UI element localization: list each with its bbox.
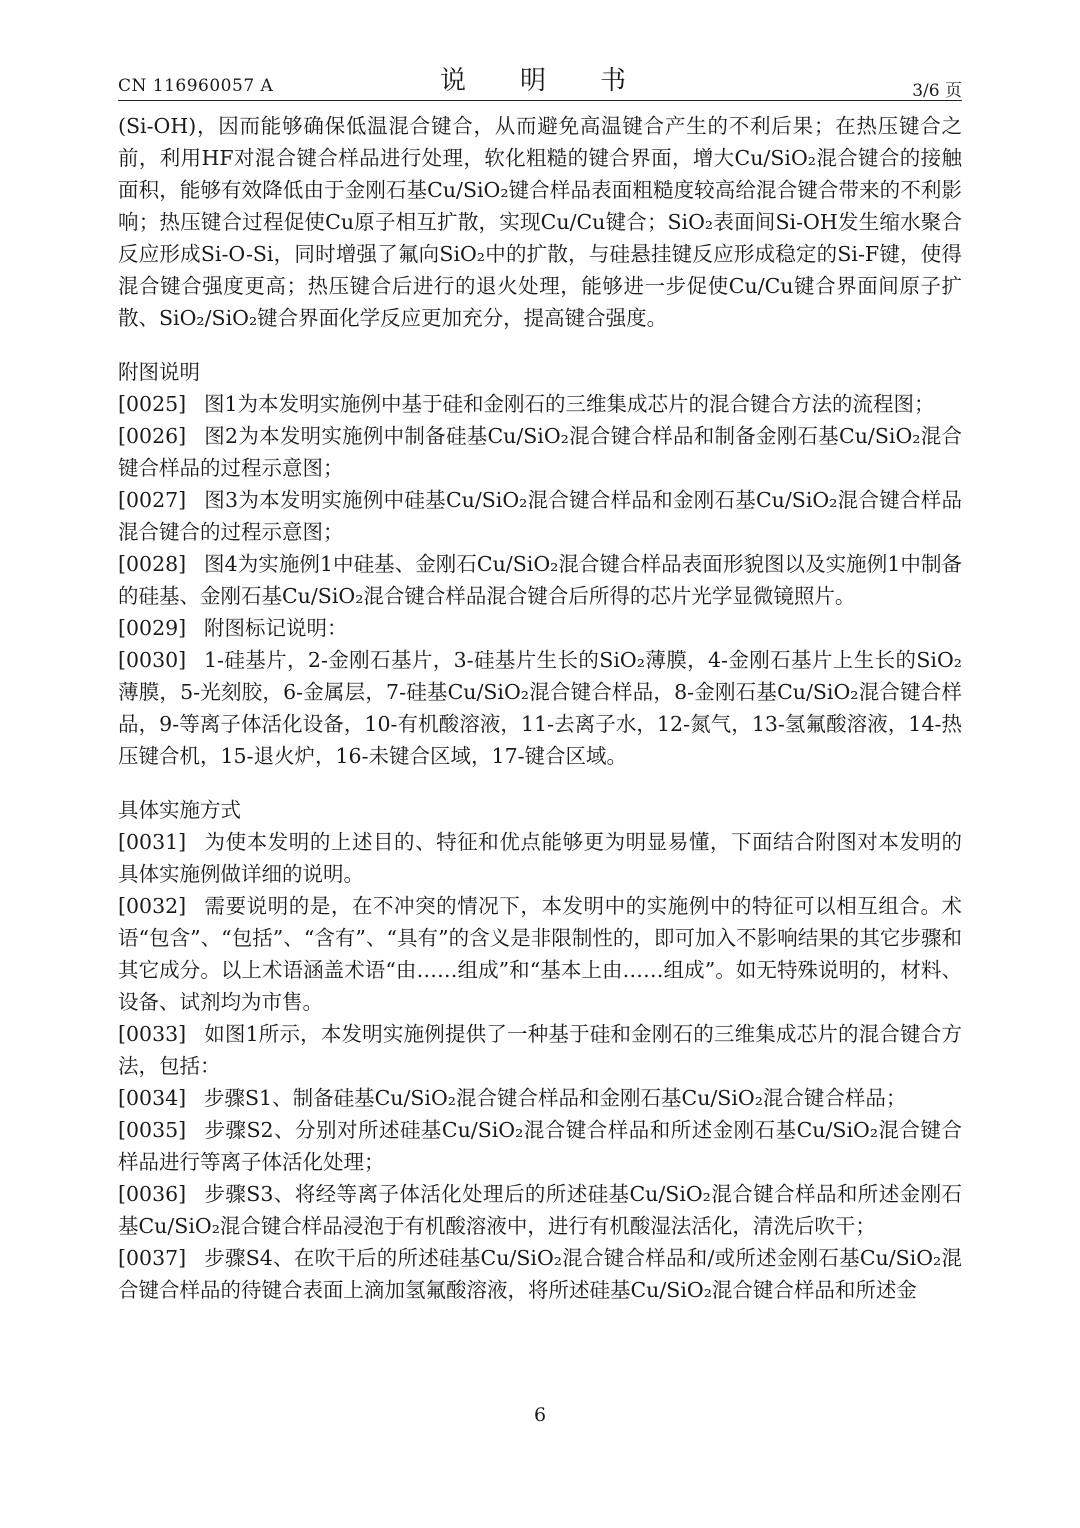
paragraph-text: 步骤S4、在吹干后的所述硅基Cu/SiO₂混合键合样品和/或所述金刚石基Cu/SiO₂混合键合样品的待键合表面上滴加氢氟酸溶液，将所述硅基Cu/SiO₂混合键合样品和所述金 [118,1246,962,1302]
embodiment-paragraphs [118,826,962,1306]
paragraph-0033 [118,1018,962,1082]
paragraph-number: [0029] [118,616,187,640]
paragraph-text: 步骤S3、将经等离子体活化处理后的所述硅基Cu/SiO₂混合键合样品和所述金刚石基Cu/SiO₂混合键合样品浸泡于有机酸溶液中，进行有机酸湿法活化，清洗后吹干； [118,1182,962,1238]
paragraph-0035 [118,1114,962,1178]
paragraph-text: 为使本发明的上述目的、特征和优点能够更为明显易懂，下面结合附图对本发明的具体实施例做详细的说明。 [118,830,962,886]
paragraph-0027 [118,484,962,548]
header-divider [118,100,962,101]
paragraph-0034 [118,1082,962,1114]
document-body [118,110,962,1306]
paragraph-0036 [118,1178,962,1242]
section-heading-embodiment: 具体实施方式 [118,798,241,822]
section-heading-figures: 附图说明 [118,360,200,384]
paragraph-number: [0037] [118,1246,187,1270]
paragraph-0037 [118,1242,962,1306]
paragraph-0030 [118,644,962,772]
paragraph-0031 [118,826,962,890]
paragraph-text: 步骤S1、制备硅基Cu/SiO₂混合键合样品和金刚石基Cu/SiO₂混合键合样品； [204,1086,907,1110]
paragraph-number: [0036] [118,1182,187,1206]
paragraph-number: [0026] [118,424,187,448]
intro-paragraph: (Si-OH)，因而能够确保低温混合键合，从而避免高温键合产生的不利后果；在热压键合之前，利用HF对混合键合样品进行处理，软化粗糙的键合界面，增大Cu/SiO₂混合键合的接触面积，能够有效降低由于金刚石基Cu/SiO₂键合样品表面粗糙度较高给混合键合带来的不利影响；热压键合过程促使Cu原子相互扩散，实现Cu/Cu键合；SiO₂表面间Si-OH发生缩水聚合反应形成Si-O-Si，同时增强了氟向SiO₂中的扩散，与硅悬挂键反应形成稳定的Si-F键，使得混合键合强度更高；热压键合后进行的退火处理，能够进一步促使Cu/Cu键合界面间原子扩散、SiO₂/SiO₂键合界面化学反应更加充分，提高键合强度。 [118,114,962,330]
paragraph-number: [0030] [118,648,187,672]
paragraph-text: 如图1所示，本发明实施例提供了一种基于硅和金刚石的三维集成芯片的混合键合方法，包括： [118,1022,962,1078]
document-number: CN 116960057 A [118,76,274,96]
paragraph-number: [0027] [118,488,187,512]
paragraph-text: 图4为实施例1中硅基、金刚石Cu/SiO₂混合键合样品表面形貌图以及实施例1中制备的硅基、金刚石基Cu/SiO₂混合键合样品混合键合后所得的芯片光学显微镜照片。 [118,552,962,608]
paragraph-0028 [118,548,962,612]
paragraph-text: 1-硅基片，2-金刚石基片，3-硅基片生长的SiO₂薄膜，4-金刚石基片上生长的SiO₂薄膜，5-光刻胶，6-金属层，7-硅基Cu/SiO₂混合键合样品，8-金刚石基Cu/SiO₂混合键合样品，9-等离子体活化设备，10-有机酸溶液，11-去离子水，12-氮气，13-氢氟酸溶液，14-热压键合机，15-退火炉，16-未键合区域，17-键合区域。 [118,648,962,768]
paragraph-number: [0032] [118,894,187,918]
paragraph-number: [0025] [118,392,187,416]
paragraph-number: [0028] [118,552,187,576]
paragraph-text: 图2为本发明实施例中制备硅基Cu/SiO₂混合键合样品和制备金刚石基Cu/SiO₂混合键合样品的过程示意图； [118,424,962,480]
paragraph-text: 需要说明的是，在不冲突的情况下，本发明中的实施例中的特征可以相互组合。术语“包含”、“包括”、“含有”、“具有”的含义是非限制性的，即可加入不影响结果的其它步骤和其它成分。以上术语涵盖术语“由……组成”和“基本上由……组成”。如无特殊说明的，材料、设备、试剂均为市售。 [118,894,962,1014]
paragraph-number: [0031] [118,830,187,854]
paragraph-number: [0033] [118,1022,187,1046]
page-indicator: 3/6 页 [912,81,962,101]
paragraph-0026 [118,420,962,484]
paragraph-number: [0034] [118,1086,187,1110]
document-title: 说 明 书 [439,66,640,96]
paragraph-number: [0035] [118,1118,187,1142]
paragraph-text: 步骤S2、分别对所述硅基Cu/SiO₂混合键合样品和所述金刚石基Cu/SiO₂混合键合样品进行等离子体活化处理； [118,1118,962,1174]
paragraph-0029 [118,612,962,644]
paragraph-text: 图1为本发明实施例中基于硅和金刚石的三维集成芯片的混合键合方法的流程图； [204,392,935,416]
paragraph-0032 [118,890,962,1018]
paragraph-text: 附图标记说明： [204,616,348,640]
page-number: 6 [533,1404,547,1426]
paragraph-0025 [118,388,962,420]
figures-paragraphs [118,388,962,772]
paragraph-text: 图3为本发明实施例中硅基Cu/SiO₂混合键合样品和金刚石基Cu/SiO₂混合键合样品混合键合的过程示意图； [118,488,962,544]
